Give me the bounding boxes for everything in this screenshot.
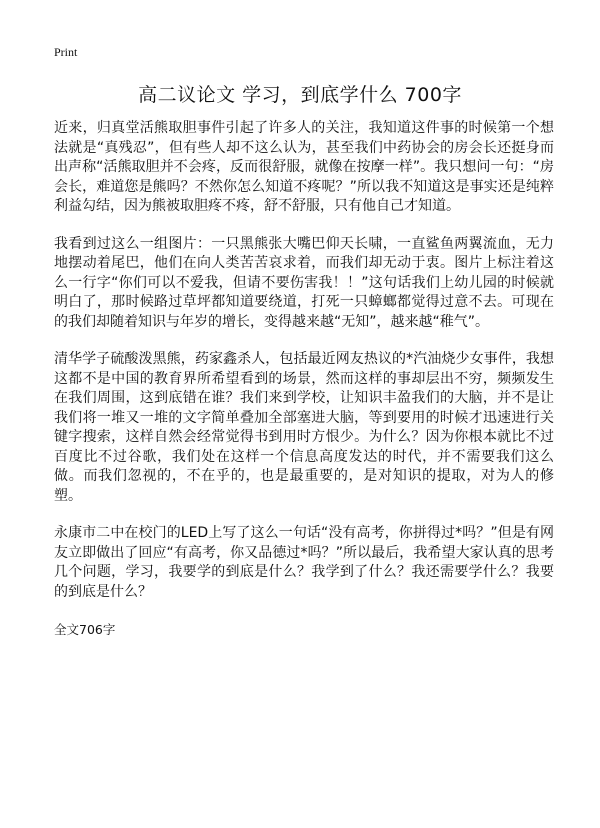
paragraph-4: 永康市二中在校门的LED上写了这么一句话“没有高考，你拼得过*吗？”但是有网友立即做出了回应“有高考，你又品德过*吗？”所以最后，我希望大家认真的思考几个问题，学习，我要学的到底是什么？我学到了什么？我还需要学什么？我要的到底是什么？ — [54, 525, 554, 600]
article-body — [54, 119, 554, 638]
print-link[interactable]: Print — [54, 45, 78, 59]
paragraph-3: 清华学子硫酸泼黑熊，药家鑫杀人，包括最近网友热议的*汽油烧少女事件，我想这都不是中国的教育界所希望看到的场景，然而这样的事却层出不穷，频频发生在我们周围，这到底错在谁？我们来到学校，让知识丰盈我们的大脑，并不是让我们将一堆又一堆的文字简单叠加全部塞进大脑，等到要用的时候才迅速进行关键字搜索，这样自然会经常觉得书到用时方恨少。为什么？因为你根本就比不过百度比不过谷歌，我们处在这样一个信息高度发达的时代，并不需要我们这么做。而我们忽视的，不在乎的，也是最重要的，是对知识的提取，对为人的修塑。 — [54, 351, 554, 504]
word-count: 全文706字 — [54, 622, 116, 637]
paragraph-1: 近来，归真堂活熊取胆事件引起了许多人的关注，我知道这件事的时候第一个想法就是“真残忍”，但有些人却不这么认为，甚至我们中药协会的房会长还挺身而出声称“活熊取胆并不会疼，反而很舒服，就像在按摩一样”。我只想问一句：“房会长，难道您是熊吗？不然你怎么知道不疼呢？”所以我不知道这是事实还是纯粹利益勾结，因为熊被取胆疼不疼，舒不舒服，只有他自己才知道。 — [54, 120, 554, 214]
paragraph-2: 我看到过这么一组图片：一只黑熊张大嘴巴仰天长啸，一直鲨鱼两翼流血，无力地摆动着尾巴，他们在向人类苦苦哀求着，而我们却无动于衷。图片上标注着这么一行字“你们可以不爱我，但请不要伤害我！！”这句话我们上幼儿园的时候就明白了，那时候路过草坪都知道要绕道，打死一只蟑螂都觉得过意不去。可现在的我们却随着知识与年岁的增长，变得越来越“无知”，越来越“稚气”。 — [54, 235, 554, 330]
article-title: 高二议论文 学习，到底学什么 700字 — [138, 84, 462, 106]
